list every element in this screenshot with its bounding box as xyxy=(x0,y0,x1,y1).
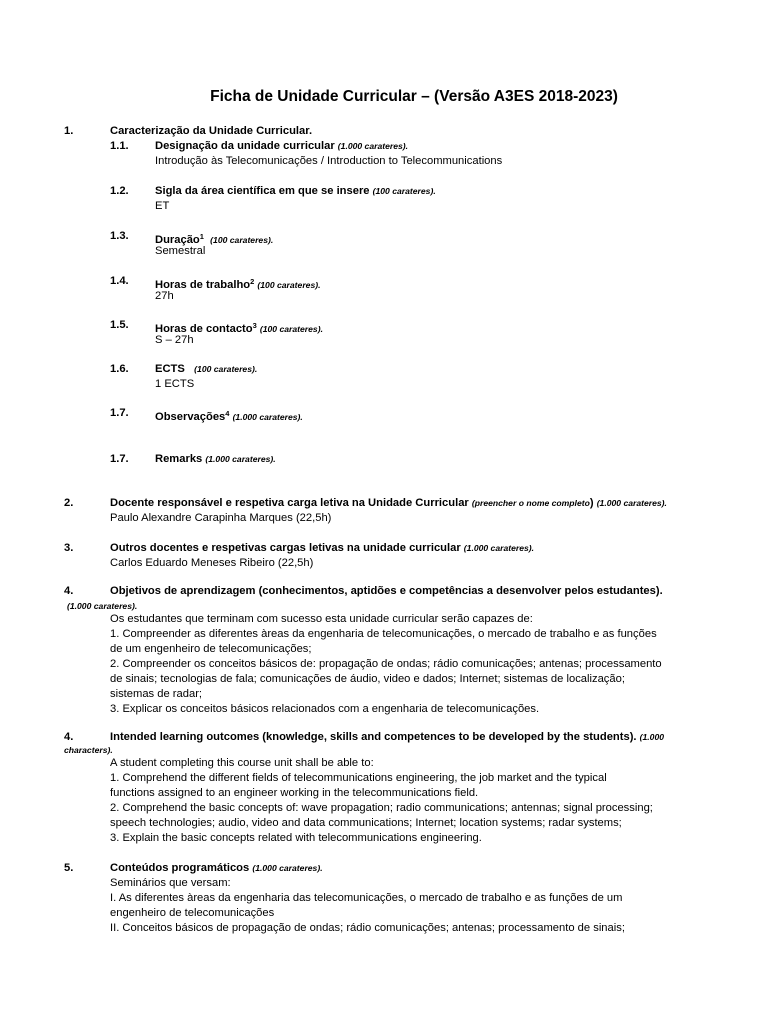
paragraph-line: 3. Explicar os conceitos básicos relacionados com a engenharia de telecomunicações. xyxy=(110,703,540,715)
item-value: Semestral xyxy=(155,245,206,257)
section-number: 1. xyxy=(64,125,74,137)
item-label: Horas de trabalho$^2$ (100 carateres). xyxy=(155,277,321,291)
responsible-teacher: Paulo Alexandre Carapinha Marques (22,5h) xyxy=(110,512,332,524)
char-limit-note: (100 carateres). xyxy=(259,324,323,334)
paragraph-line: A student completing this course unit shall be able to: xyxy=(110,757,374,769)
item-number: 1.2. xyxy=(110,185,129,197)
other-teachers: Carlos Eduardo Meneses Ribeiro (22,5h) xyxy=(110,557,314,569)
section-number: 2. xyxy=(64,497,74,509)
section-number: 5. xyxy=(64,862,74,874)
paragraph-line: de sinais; tecnologias de fala; comunicações de áudio, video e dados; Internet; sistemas de localização; xyxy=(110,673,625,685)
section-number: 4. xyxy=(64,585,74,597)
item-number: 1.1. xyxy=(110,140,129,152)
paragraph-line: functions assigned to an engineer working in the telecommunications field. xyxy=(110,787,479,799)
paragraph-line: 1. Compreender as diferentes àreas da engenharia de telecomunicações, o mercado de trabalho e as funções xyxy=(110,628,657,640)
paragraph-line: II. Conceitos básicos de propagação de ondas; rádio comunicações; antenas; processamento de sinais; xyxy=(110,922,625,934)
char-limit-note: (100 carateres). xyxy=(372,186,436,196)
paragraph-line: 2. Compreender os conceitos básicos de: propagação de ondas; rádio comunicações; antenas; processamento xyxy=(110,658,662,670)
section-heading: Docente responsável e respetiva carga letiva na Unidade Curricular (preencher o nome completo) (1.000 carateres). xyxy=(110,497,667,509)
document-title: Ficha de Unidade Curricular – (Versão A3ES 2018-2023) xyxy=(210,88,618,105)
footnote-mark: 4 xyxy=(225,409,230,418)
paragraph-line: 1. Comprehend the different fields of telecommunications engineering, the job market and the typical xyxy=(110,772,607,784)
paragraph-line: 3. Explain the basic concepts related with telecommunications engineering. xyxy=(110,832,482,844)
section-heading: Caracterização da Unidade Curricular. xyxy=(110,125,313,137)
paragraph-line: engenheiro de telecomunicações xyxy=(110,907,275,919)
item-value: 27h xyxy=(155,290,174,302)
char-limit-note: (1.000 xyxy=(639,732,665,742)
item-value: S – 27h xyxy=(155,334,194,346)
item-number: 1.3. xyxy=(110,230,129,242)
paragraph-line: Seminários que versam: xyxy=(110,877,231,889)
section-number: 4. xyxy=(64,731,74,743)
item-label: Horas de contacto$^3$ (100 carateres). xyxy=(155,321,323,335)
item-value: Introdução às Telecomunicações / Introduction to Telecommunications xyxy=(155,155,503,167)
section-heading: Outros docentes e respetivas cargas letivas na unidade curricular (1.000 carateres). xyxy=(110,542,535,554)
char-limit-note: characters). xyxy=(64,745,113,755)
paragraph-line: de um engenheiro de telecomunicações; xyxy=(110,643,312,655)
paragraph-line: Os estudantes que terminam com sucesso esta unidade curricular serão capazes de: xyxy=(110,613,533,625)
item-number: 1.7. xyxy=(110,453,129,465)
item-value: 1 ECTS xyxy=(155,378,195,390)
char-limit-note: (1.000 carateres). xyxy=(67,601,138,611)
item-value: ET xyxy=(155,200,170,212)
section-heading: Conteúdos programáticos (1.000 carateres). xyxy=(110,862,323,874)
section-number: 3. xyxy=(64,542,74,554)
section-4-body xyxy=(110,612,690,717)
char-limit-note: (1.000 carateres). xyxy=(205,454,276,464)
item-label: Designação da unidade curricular (1.000 carateres). xyxy=(155,140,409,152)
section-5-body xyxy=(110,876,690,936)
item-label: Duração$^1$ (100 carateres). xyxy=(155,232,274,246)
item-number: 1.5. xyxy=(110,319,129,331)
footnote-mark: 2 xyxy=(250,277,255,286)
item-label: Observações$^4$ (1.000 carateres). xyxy=(155,409,303,423)
fill-instruction-note: (preencher o nome completo xyxy=(471,498,590,508)
char-limit-note: (100 carateres). xyxy=(194,364,258,374)
char-limit-note: (100 carateres). xyxy=(210,235,274,245)
footnote-mark: 3 xyxy=(252,321,257,330)
item-label: ECTS (100 carateres). xyxy=(155,363,258,375)
char-limit-note: (1.000 carateres). xyxy=(252,863,323,873)
section-heading: Intended learning outcomes (knowledge, skills and competences to be developed by the students). (1.000 xyxy=(110,731,665,743)
footnote-mark: 1 xyxy=(199,232,204,241)
paragraph-line: I. As diferentes àreas da engenharia das telecomunicações, o mercado de trabalho e as funções de um xyxy=(110,892,623,904)
paragraph-line: 2. Comprehend the basic concepts of: wave propagation; radio communications; antennas; signal processing; xyxy=(110,802,653,814)
section-heading: Objetivos de aprendizagem (conhecimentos, aptidões e competências a desenvolver pelos estudantes). xyxy=(110,585,663,597)
char-limit-note: (1.000 carateres). xyxy=(337,141,409,151)
paragraph-line: sistemas de radar; xyxy=(110,688,203,700)
item-number: 1.4. xyxy=(110,275,129,287)
char-limit-note: (1.000 carateres). xyxy=(596,498,667,508)
section-4b-body xyxy=(110,756,690,846)
item-label: Sigla da área científica em que se insere (100 carateres). xyxy=(155,185,436,197)
char-limit-note: (100 carateres). xyxy=(257,280,321,290)
item-number: 1.6. xyxy=(110,363,129,375)
paragraph-line: speech technologies; audio, video and data communications; Internet; location systems; radar systems; xyxy=(110,817,622,829)
item-label: Remarks (1.000 carateres). xyxy=(155,453,276,465)
item-number: 1.7. xyxy=(110,407,129,419)
char-limit-note: (1.000 carateres). xyxy=(463,543,535,553)
char-limit-note: (1.000 carateres). xyxy=(232,412,303,422)
